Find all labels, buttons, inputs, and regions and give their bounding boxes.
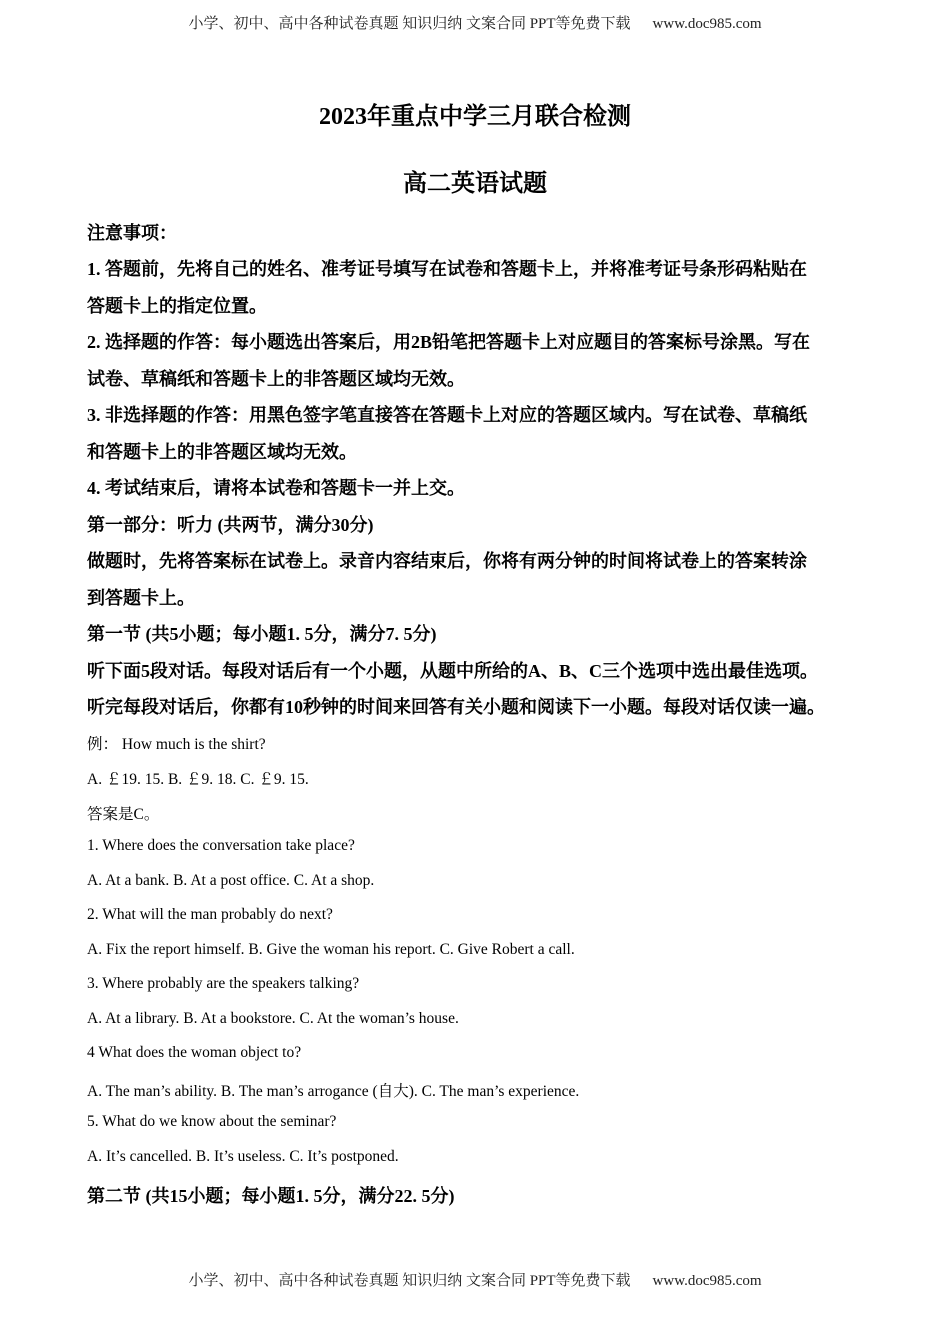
header-text: 小学、初中、高中各种试卷真题 知识归纳 文案合同 PPT等免费下载 (188, 16, 631, 32)
page-footer (0, 1269, 950, 1290)
note-line: 4. 考试结束后，请将本试卷和答题卡一并上交。 (87, 478, 465, 498)
part1-intro-line: 到答题卡上。 (87, 588, 195, 608)
note-line: 和答题卡上的非答题区域均无效。 (87, 442, 357, 462)
question-text: 1. Where does the conversation take place? (87, 837, 355, 854)
page-header (0, 12, 950, 33)
question-text: 5. What do we know about the seminar? (87, 1113, 337, 1130)
note-line: 答题卡上的指定位置。 (87, 296, 267, 316)
note-line: 试卷、草稿纸和答题卡上的非答题区域均无效。 (87, 369, 465, 389)
example-question: 例： How much is the shirt? (87, 736, 266, 753)
example-options: A. ￡19. 15. B. ￡9. 18. C. ￡9. 15. (87, 771, 309, 788)
section1-heading: 第一节 (共5小题；每小题1. 5分，满分7. 5分) (87, 624, 437, 644)
example-answer: 答案是C。 (87, 806, 160, 823)
question-options: A. The man’s ability. B. The man’s arrogance (自大). C. The man’s experience. (87, 1083, 580, 1100)
footer-text: 小学、初中、高中各种试卷真题 知识归纳 文案合同 PPT等免费下载 (188, 1273, 631, 1289)
question-text: 3. Where probably are the speakers talking? (87, 975, 360, 992)
part1-intro-line: 做题时，先将答案标在试卷上。录音内容结束后，你将有两分钟的时间将试卷上的答案转涂 (87, 551, 807, 571)
question-options: A. Fix the report himself. B. Give the woman his report. C. Give Robert a call. (87, 941, 575, 958)
section1-intro-line: 听下面5段对话。每段对话后有一个小题，从题中所给的A、B、C三个选项中选出最佳选项。 (87, 661, 818, 681)
footer-url[interactable]: www.doc985.com (652, 1273, 762, 1289)
notes-heading: 注意事项： (87, 223, 177, 243)
question-text: 4 What does the woman object to? (87, 1044, 302, 1061)
part1-heading: 第一部分：听力 (共两节，满分30分) (87, 515, 374, 535)
section2-heading: 第二节 (共15小题；每小题1. 5分，满分22. 5分) (87, 1186, 455, 1206)
header-url[interactable]: www.doc985.com (652, 16, 762, 32)
question-options: A. At a bank. B. At a post office. C. At a shop. (87, 872, 375, 889)
section1-intro-line: 听完每段对话后，你都有10秒钟的时间来回答有关小题和阅读下一小题。每段对话仅读一遍。 (87, 697, 825, 717)
question-options: A. It’s cancelled. B. It’s useless. C. It’s postponed. (87, 1148, 399, 1165)
question-options: A. At a library. B. At a bookstore. C. At the woman’s house. (87, 1010, 459, 1027)
note-line: 2. 选择题的作答：每小题选出答案后，用2B铅笔把答题卡上对应题目的答案标号涂黑。写在 (87, 332, 811, 352)
exam-title: 2023年重点中学三月联合检测 (319, 104, 631, 130)
exam-subtitle: 高二英语试题 (403, 171, 547, 197)
note-line: 3. 非选择题的作答：用黑色签字笔直接答在答题卡上对应的答题区域内。写在试卷、草稿纸 (87, 405, 807, 425)
question-text: 2. What will the man probably do next? (87, 906, 333, 923)
note-line: 1. 答题前，先将自己的姓名、准考证号填写在试卷和答题卡上，并将准考证号条形码粘贴在 (87, 259, 807, 279)
